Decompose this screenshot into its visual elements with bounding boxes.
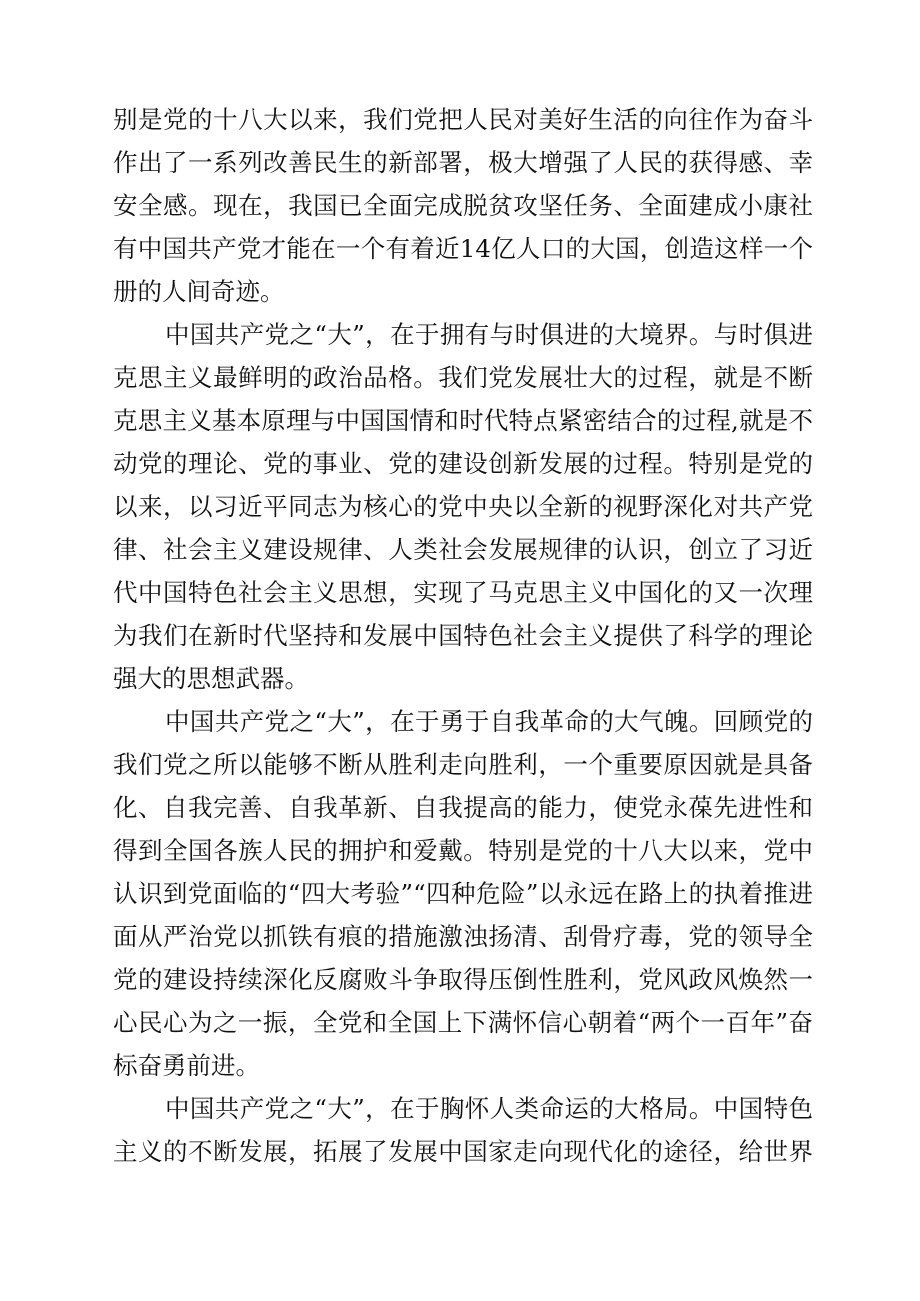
paragraph-start-line: 中国共产党之“大”，在于胸怀人类命运的大格局。中国特色 xyxy=(165,1094,813,1123)
text-line: 为我们在新时代坚持和发展中国特色社会主义提供了科学的理论 xyxy=(113,621,813,650)
text-line: 作出了一系列改善民生的新部署，极大增强了人民的获得感、幸 xyxy=(113,148,813,177)
text-line: 有中国共产党才能在一个有着近14亿人口的大国，创造这样一个 xyxy=(113,234,813,263)
text-line: 强大的思想武器。 xyxy=(113,664,309,693)
text-line: 动党的理论、党的事业、党的建设创新发展的过程。特别是党的 xyxy=(113,449,813,478)
text-line: 克思主义基本原理与中国国情和时代特点紧密结合的过程,就是不 xyxy=(113,406,813,435)
text-line: 认识到党面临的“四大考验”“四种危险”以永远在路上的执着推进 xyxy=(113,879,813,908)
text-line: 安全感。现在，我国已全面完成脱贫攻坚任务、全面建成小康社 xyxy=(113,191,813,220)
text-line: 别是党的十八大以来，我们党把人民对美好生活的向往作为奋斗 xyxy=(113,105,813,134)
text-line: 得到全国各族人民的拥护和爱戴。特别是党的十八大以来，党中 xyxy=(113,836,813,865)
text-line: 以来，以习近平同志为核心的党中央以全新的视野深化对共产党 xyxy=(113,492,813,521)
text-line: 册的人间奇迹。 xyxy=(113,277,285,306)
text-line: 克思主义最鲜明的政治品格。我们党发展壮大的过程，就是不断 xyxy=(113,363,813,392)
text-line: 化、自我完善、自我革新、自我提高的能力，使党永葆先进性和 xyxy=(113,793,813,822)
text-line: 党的建设持续深化反腐败斗争取得压倒性胜利，党风政风焕然一 xyxy=(113,965,813,994)
text-line: 代中国特色社会主义思想，实现了马克思主义中国化的又一次理 xyxy=(113,578,813,607)
body-text xyxy=(113,98,813,1173)
text-line: 面从严治党以抓铁有痕的措施激浊扬清、刮骨疗毒，党的领导全 xyxy=(113,922,813,951)
text-line: 律、社会主义建设规律、人类社会发展规律的认识，创立了习近 xyxy=(113,535,813,564)
paragraph-start-line: 中国共产党之“大”，在于勇于自我革命的大气魄。回顾党的 xyxy=(165,707,813,736)
text-line: 我们党之所以能够不断从胜利走向胜利，一个重要原因就是具备 xyxy=(113,750,813,779)
text-line: 标奋勇前进。 xyxy=(113,1051,260,1080)
text-line: 心民心为之一振，全党和全国上下满怀信心朝着“两个一百年”奋 xyxy=(113,1008,813,1037)
paragraph-start-line: 中国共产党之“大”，在于拥有与时俱进的大境界。与时俱进 xyxy=(165,320,813,349)
text-line: 主义的不断发展，拓展了发展中国家走向现代化的途径，给世界 xyxy=(113,1137,813,1166)
